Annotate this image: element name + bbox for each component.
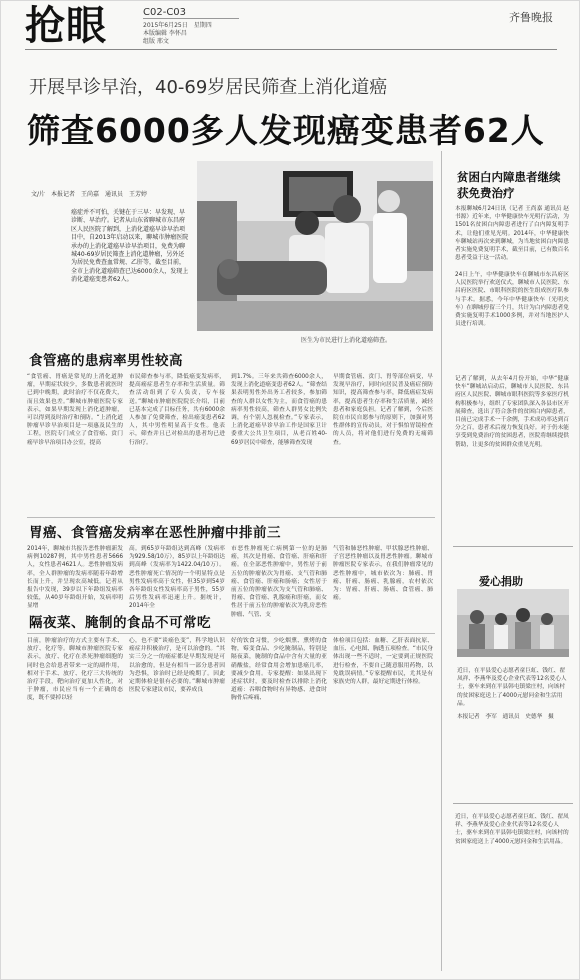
lead-headline: 筛查6000多人发现癌变患者62人 [27, 111, 545, 150]
issue-date: 2015年6月25日 星期四 [143, 22, 212, 29]
article-1-col-4: 早期食管癌、贲门、胃等部位病变，早发现早治疗，同时向居民普及癌症预防知识，提高筛查参与率，降低癌症发病率，提高患者生存率和生活质量，减轻患者和家庭负担。记者了解到，今后医院在市民自愿参与的原则下，加强对男性群体的宣传动员，对于惧怕胃镜检查的人员，将对他们进行免费的无痛筛查。 [333, 374, 433, 446]
article-1-title: 食管癌的患病率男性较高 [29, 353, 183, 369]
bottom-note: 近日，在平县爱心志愿者童巨虹、钱红、翟凤祥、李燕华及爱心企业代表等12名爱心人士，驱车来到在平县韩屯镇梁庄村，向该村的贫困家庭送上了4000元慰问金和生活用品。 [455, 814, 569, 845]
sidebar-col-1: 本报聊城6月24日讯（记者 王尚嘉 通讯员 赵书源）近年来，中华健康快车光明行活动，为1501名贫困白内障患者进行了白内障复明手术，让他们重见光明。2014年，中华健康快车聊城站再次来到聊城，为当地贫困白内障患者实施免费复明手术，截至目前，已有数百名患者受益于这一活动。 [455, 206, 569, 262]
charity-photo [457, 589, 569, 657]
charity-text: 近日，在平县爱心志愿者童巨虹、钱红、翟凤祥、李燕华及爱心企业代表等12名爱心人士，驱车来到在平县韩屯镇梁庄村，向该村的贫困家庭送上了4000元慰问金和生活用品。 [457, 668, 567, 707]
article-3-title: 隔夜菜、腌制的食品不可常吃 [29, 615, 211, 631]
lead-byline: 文/片 本报记者 王尚嘉 通讯员 王芳婷 [31, 191, 148, 198]
sidebar-col-3: 记者了解到，从去年4月份开始，中华“健康快车”聊城站启动后，聊城市人民医院、东昌府区人民医院、聊城市眼科医院等多家医疗机构积极参与，组织了专家团队深入各县市区开展筛查，选出了符合条件的贫困白内障患者，目前已完成手术一千余例，手术成功率达到百分之百，患者术后视力恢复良好。对于仍未能享受到免费治疗的贫困患者，医院将继续提供帮助，让更多的贫困群众重见光明。 [455, 376, 569, 448]
charity-signature: 本报记者 李军 通讯员 史德华 摄 [457, 714, 554, 720]
article-2-col-3: 市恶性肿瘤死亡病例第一位的是肺癌，其次是胃癌、食管癌、肝癌和肝癌。在全部恶性肿瘤中，男性居于前五位的肿瘤依次为胃癌、支气管和肺癌、食管癌、肝癌和肠癌；女性居于前五位的肿瘤依次为支气管和肺癌、胃癌、食管癌、乳腺癌和肝癌，而女性居于前五位的肿瘤依次为乳房恶性肿瘤、气管、支 [231, 546, 327, 618]
article-3-col-1: 目前，肿瘤治疗的方式主要有手术、放疗、化疗等。聊城市肿瘤医院专家表示，放疗、化疗在杀死肿瘤细胞的同时也会给患者带来一定的副作用，相对于手术、放疗、化疗三大传统的治疗手段，靶向治疗更加人性化，对于肿瘤，市民应当有一个正确的态度，既不要掉以轻 [27, 638, 123, 702]
editor-credit: 本版编辑 李怀昌 [143, 30, 187, 37]
article-2-title: 胃癌、食管癌发病率在恶性肿瘤中排前三 [29, 525, 281, 541]
charity-photo-graphic [457, 589, 569, 657]
article-1-col-1: “食管癌、胃癌是常见的上消化道肿瘤，早期症状较少，多数患者就医时已到中晚期，此时治疗不仅花费大，而且效果也差。”聊城市肿瘤医院专家表示，如果早期发现上消化道肿瘤，可以得到及时治疗和预防。“上消化道肿瘤早诊早治项目是一项惠及民生的工程，医院专门成立了食管癌、贲门癌早诊早治项目办公室，提高 [27, 374, 123, 446]
article-2-col-1: 2014年，聊城市共报告恶性肿瘤新发病例10287例，其中男性患者5666人，女性患者4621人。恶性肿瘤发病率，全人群肿瘤的发病率随着年龄增长而上升，并呈现农高城低。记者从报告中发现，39岁以下年龄组发病率较低，从40岁年龄组开始，发病率明显增 [27, 546, 123, 610]
paper-name: 齐鲁晚报 [509, 11, 553, 24]
article-3-col-4: 体检项目包括：血糖、乙肝表面抗原、血压、心电图、胸透五项检查。“市民身体出现一些不适时，一定要到正规医院进行检查，不要自己随意服用药物，以免耽误病情。”专家提醒市民，尤其是有家族史的人群，最好定期进行体检。 [333, 638, 433, 686]
masthead-rule [25, 49, 557, 50]
photo-caption: 医生为市民进行上消化道癌筛查。 [301, 337, 392, 344]
layout-credit: 组版 邢文 [143, 38, 169, 45]
section-title: 抢眼 [25, 3, 107, 49]
page-range: C02-C03 [143, 7, 239, 19]
article-1-col-2: 市民筛查参与率，降低癌变发病率，提高癌症患者生存率和生活质量。筛查活动组到了专人负责，专车接送。”聊城市肿瘤医院院长介绍，目前已基本完成了目标任务，共有6000余人参加了免费筛查，检出癌变患者62人，其中男性明显高于女性。他表示，筛查并且已对检出的患者均已进行治疗。 [129, 374, 225, 446]
lead-kicker: 开展早诊早治，40-69岁居民筛查上消化道癌 [29, 77, 388, 98]
screening-photo-graphic [197, 161, 433, 331]
article-divider-2 [27, 633, 435, 634]
masthead [1, 1, 580, 53]
article-3-col-2: 心，也不要“谈癌色变”，科学地认识癌症并积极治疗，是可以治愈的。“其实三分之一的癌症都是早期发现是可以治愈的，但是有相当一部分患者因为恐惧，诊治时已经是晚期了。因此定期体检是很有必要的。”聊城市肿瘤医院专家建议市民，要养成良 [129, 638, 225, 694]
charity-title: 爱心捐助 [479, 575, 523, 588]
article-divider-1 [27, 517, 435, 518]
sidebar-col-2: 24日上午，中华健康快车在聊城市东昌府区人民医院举行欢送仪式，聊城市人民医院、东昌府区医院、市眼科医院的医生组成医疗队参与手术。据悉，今年中华健康快车（光明火车）在聊城停留三个月，共计为白内障患者免费实施复明手术1000多例，并对当地医护人员进行培训。 [455, 272, 569, 328]
column-divider [441, 151, 442, 971]
article-3-col-3: 好的饮食习惯，少吃烟熏、熏烤的食物，霉变食品、少吃腌制品，特别是隔夜菜，腌制的食品中含有大量的亚硝酸盐，经常食用会增加患癌几率，要减少食用。专家提醒：如果出现下述症状时，要及时检查以排除上消化道癌：吞咽食物时有异物感、进食时胸骨后疼痛、 [231, 638, 327, 702]
lead-paragraph: 癌症并不可怕，关键在于三早：早发现、早诊断、早治疗。记者从山东省聊城市东昌府区人民医院了解到，上消化道癌早诊早治项目中，自2013年启动以来，聊城市肿瘤医院承办的上消化道癌早诊早治项目，免费为聊城40-69岁居民筛查上消化道肿瘤，另外还为居民免费查血常规、乙肝等，截至目前，全市上消化道癌筛查已达6000余人，发现上消化道癌变患者62人。 [71, 209, 189, 284]
article-1-col-3: 到1.7%。三年来共筛查6000余人，发现上消化道癌变患者62人。“筛查结果表明男性外出务工者较多，参加筛查的人群以女性为主，而食管癌的患病率男性较高，筛查人群男女比例失调，有个别人忽视检查。”专家表示，上消化道癌早诊早治工作是国家卫计委重大公共卫生项目，从老百姓40-69岁居民中筛查，能够筛查发现 [231, 374, 327, 446]
masthead-info [143, 22, 243, 46]
sidebar-headline: 贫困白内障患者继续获免费治疗 [457, 170, 561, 200]
article-2-col-4: 气管和肺恶性肿瘤、甲状腺恶性肿瘤、子宫恶性肿瘤以及胃恶性肿瘤。聊城市肿瘤医院专家表示，在我们肿瘤常见的恶性肿瘤中，城市依次为：肺癌、胃癌、肝癌、肠癌、乳腺癌，农村依次为：胃癌、肝癌、肠癌、食管癌、肺癌。 [333, 546, 433, 602]
article-2-col-2: 高。到65岁年龄组达到高峰（发病率为929.58/10万），85岁以上年龄组达到高峰（发病率为1422.04/10万）。恶性肿瘤死亡情况的一个明显特点是男性发病率高于女性，但35岁到54岁各年龄组女性发病率高于男性，55岁后男性发病率迅速上升。据统计，2014年全 [129, 546, 225, 610]
screening-photo [197, 161, 433, 331]
